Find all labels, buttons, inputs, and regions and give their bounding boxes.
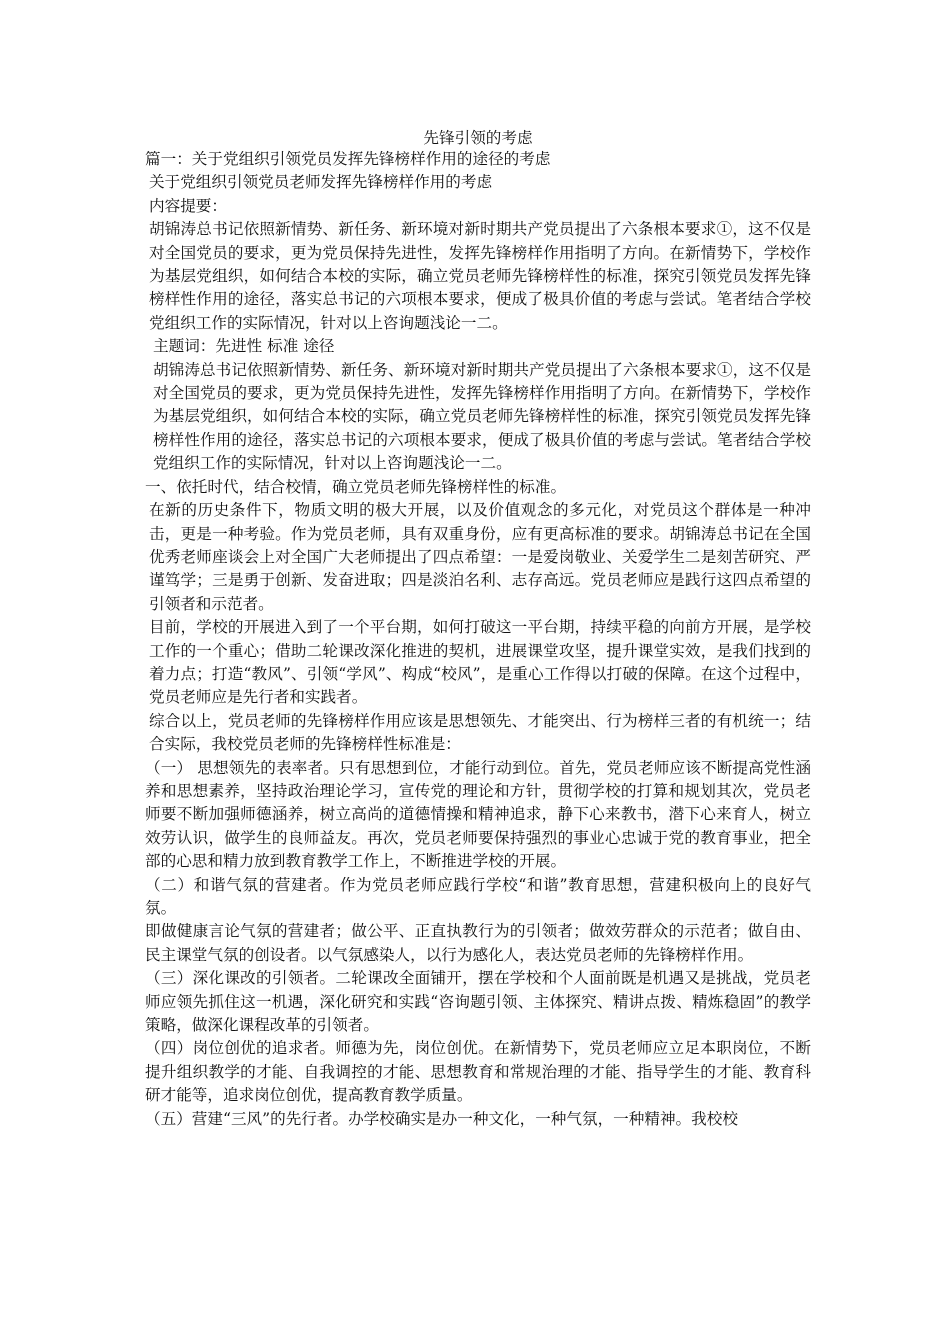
- body-paragraph: 即做健康言论气氛的营建者；做公平、正直执教行为的引领者；做效劳群众的示范者；做自由、民主课堂气氛的创设者。以气氛感染人，以行为感化人，表达党员老师的先锋榜样作用。: [145, 922, 811, 964]
- body-paragraph: 目前，学校的开展进入到了一个平台期，如何打破这一平台期，持续平稳的向前方开展，是学校工作的一个重心；借助二轮课改深化推进的契机，进展课堂攻坚，提升课堂实效，是我们找到的着力点；打造“教风”、引领“学风”、构成“校风”，是重心工作得以打破的保障。在这个过程中，党员老师应是先行者和实践者。: [149, 618, 811, 707]
- standard-item-two: （二）和谐气氛的营建者。作为党员老师应践行学校“和谐”教育思想，营建积极向上的良好气氛。: [145, 875, 811, 917]
- standard-item-one: （一） 思想领先的表率者。只有思想到位，才能行动到位。首先，党员老师应该不断提高党性涵养和思想素养，坚持政治理论学习，宣传党的理论和方针，贯彻学校的打算和规划其次，党员老师要不断加强师德涵养，树立高尚的道德情操和精神追求，静下心来教书，潜下心来育人，树立效劳认识，做学生的良师益友。再次，党员老师要保持强烈的事业心忠诚于党的教育事业，把全部的心思和精力放到教育教学工作上，不断推进学校的开展。: [145, 758, 811, 871]
- standard-item-four: （四）岗位创优的追求者。师德为先，岗位创优。在新情势下，党员老师应立足本职岗位，不断提升组织教学的才能、自我调控的才能、思想教育和常规治理的才能、指导学生的才能、教育科研才能等，追求岗位创优，提高教育教学质量。: [145, 1039, 811, 1105]
- document-title: 先锋引领的考虑: [423, 129, 533, 147]
- standard-item-three: （三）深化课改的引领者。二轮课改全面铺开，摆在学校和个人面前既是机遇又是挑战，党员老师应领先抓住这一机遇，深化研究和实践“咨询题引领、主体探究、精讲点拨、精炼稳固”的教学策略，做深化课程改革的引领者。: [145, 969, 811, 1035]
- body-paragraph: 在新的历史条件下，物质文明的极大开展，以及价值观念的多元化，对党员这个群体是一种冲击，更是一种考验。作为党员老师，具有双重身份，应有更高标准的要求。胡锦涛总书记在全国优秀老师座谈会上对全国广大老师提出了四点希望：一是爱岗敬业、关爱学生二是刻苦研究、严谨笃学；三是勇于创新、发奋进取；四是淡泊名利、志存高远。党员老师应是践行这四点希望的引领者和示范者。: [149, 501, 811, 613]
- standard-item-five: （五）营建“三风”的先行者。办学校确实是办一种文化，一种气氛，一种精神。我校校: [145, 1109, 738, 1128]
- article-heading: 篇一：关于党组织引领党员发挥先锋榜样作用的途径的考虑: [145, 150, 551, 168]
- keywords-line: 主题词：先进性 标准 途径: [153, 337, 335, 356]
- abstract-label: 内容提要：: [149, 196, 227, 215]
- document-page: [145, 128, 811, 1131]
- article-subheading: 关于党组织引领党员老师发挥先锋榜样作用的考虑: [149, 173, 493, 192]
- abstract-paragraph: 胡锦涛总书记依照新情势、新任务、新环境对新时期共产党员提出了六条根本要求①，这不仅是对全国党员的要求，更为党员保持先进性，发挥先锋榜样作用指明了方向。在新情势下，学校作为基层党组织，如何结合本校的实际，确立党员老师先锋榜样性的标准，探究引领党员发挥先锋榜样性作用的途径，落实总书记的六项根本要求，便成了极具价值的考虑与尝试。笔者结合学校党组织工作的实际情况，针对以上咨询题浅论一二。: [149, 220, 811, 332]
- section-one-heading: 一、依托时代，结合校情，确立党员老师先锋榜样性的标准。: [145, 477, 567, 496]
- body-paragraph: 综合以上，党员老师的先锋榜样作用应该是思想领先、才能突出、行为榜样三者的有机统一；结合实际，我校党员老师的先锋榜样性标准是：: [149, 711, 811, 754]
- intro-paragraph: 胡锦涛总书记依照新情势、新任务、新环境对新时期共产党员提出了六条根本要求①，这不仅是对全国党员的要求，更为党员保持先进性，发挥先锋榜样作用指明了方向。在新情势下，学校作为基层党组织，如何结合本校的实际，确立党员老师先锋榜样性的标准，探究引领党员发挥先锋榜样性作用的途径，落实总书记的六项根本要求，便成了极具价值的考虑与尝试。笔者结合学校党组织工作的实际情况，针对以上咨询题浅论一二。: [153, 360, 811, 473]
